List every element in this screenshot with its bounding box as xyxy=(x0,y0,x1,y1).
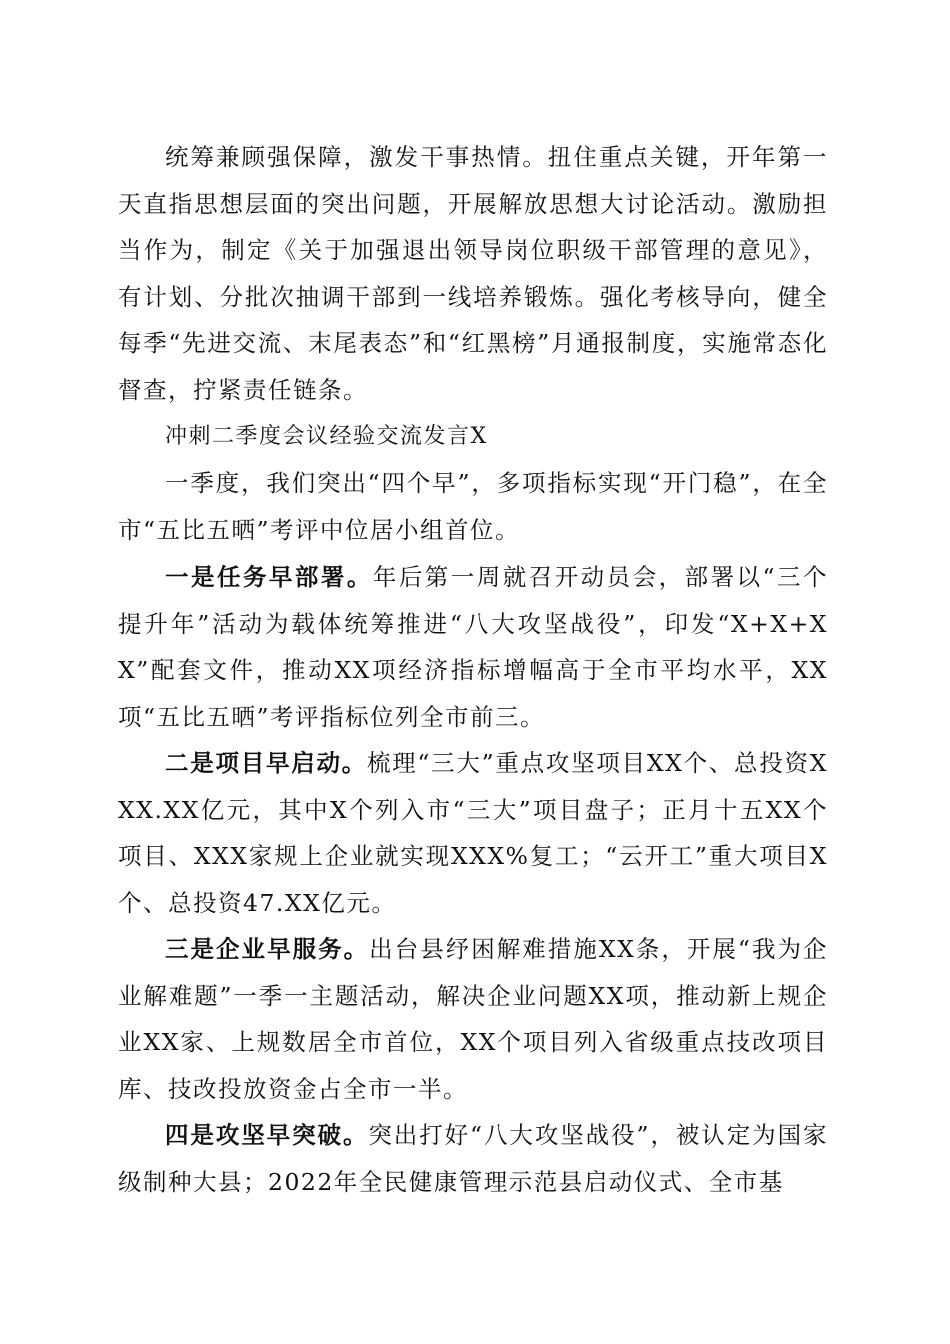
paragraph-project-start xyxy=(118,740,828,926)
paragraph-lead: 四是攻坚早突破。 xyxy=(165,1121,369,1149)
paragraph-guarantee xyxy=(118,134,828,414)
paragraph-text: 出台县纾困解难措施XX条，开展“我为企业解难题”一季一主题活动，解决企业问题XX项，推动新上规企业XX家、上规数居全市首位，XX个项目列入省级重点技改项目库、技改投放资金占全市一半。 xyxy=(118,935,828,1103)
paragraph-enterprise-service xyxy=(118,926,828,1112)
paragraph-task-deploy xyxy=(118,554,828,740)
paragraph-breakthrough xyxy=(118,1112,828,1205)
paragraph-lead: 一是任务早部署。 xyxy=(165,563,373,591)
paragraph-q1-summary xyxy=(118,460,828,553)
paragraph-text: 一季度，我们突出“四个早”，多项指标实现“开门稳”，在全市“五比五晒”考评中位居小组首位。 xyxy=(118,469,828,544)
paragraph-text: 梳理“三大”重点攻坚项目XX个、总投资XXX.XX亿元，其中X个列入市“三大”项目盘子；正月十五XX个项目、XXX家规上企业就实现XXX%复工；“云开工”重大项目X个、总投资47.XX亿元。 xyxy=(118,749,829,917)
paragraph-text: 统筹兼顾强保障，激发干事热情。扭住重点关键，开年第一天直指思想层面的突出问题，开展解放思想大讨论活动。激励担当作为，制定《关于加强退出领导岗位职级干部管理的意见》，有计划、分批次抽调干部到一线培养锻炼。强化考核导向，健全每季“先进交流、末尾表态”和“红黑榜”月通报制度，实施常态化督查，拧紧责任链条。 xyxy=(118,143,828,404)
paragraph-text: 冲刺二季度会议经验交流发言X xyxy=(165,424,488,449)
paragraph-text: 突出打好“八大攻坚战役”，被认定为国家级制种大县；2022年全民健康管理示范县启动仪式、全市基 xyxy=(118,1121,828,1196)
paragraph-lead: 三是企业早服务。 xyxy=(165,935,370,963)
paragraph-title-line xyxy=(118,414,828,461)
paragraph-text: 年后第一周就召开动员会，部署以“三个提升年”活动为载体统筹推进“八大攻坚战役”，印发“X+X+XX”配套文件，推动XX项经济指标增幅高于全市平均水平，XX项“五比五晒”考评指标位列全市前三。 xyxy=(118,563,829,731)
paragraph-lead: 二是项目早启动。 xyxy=(165,749,367,777)
